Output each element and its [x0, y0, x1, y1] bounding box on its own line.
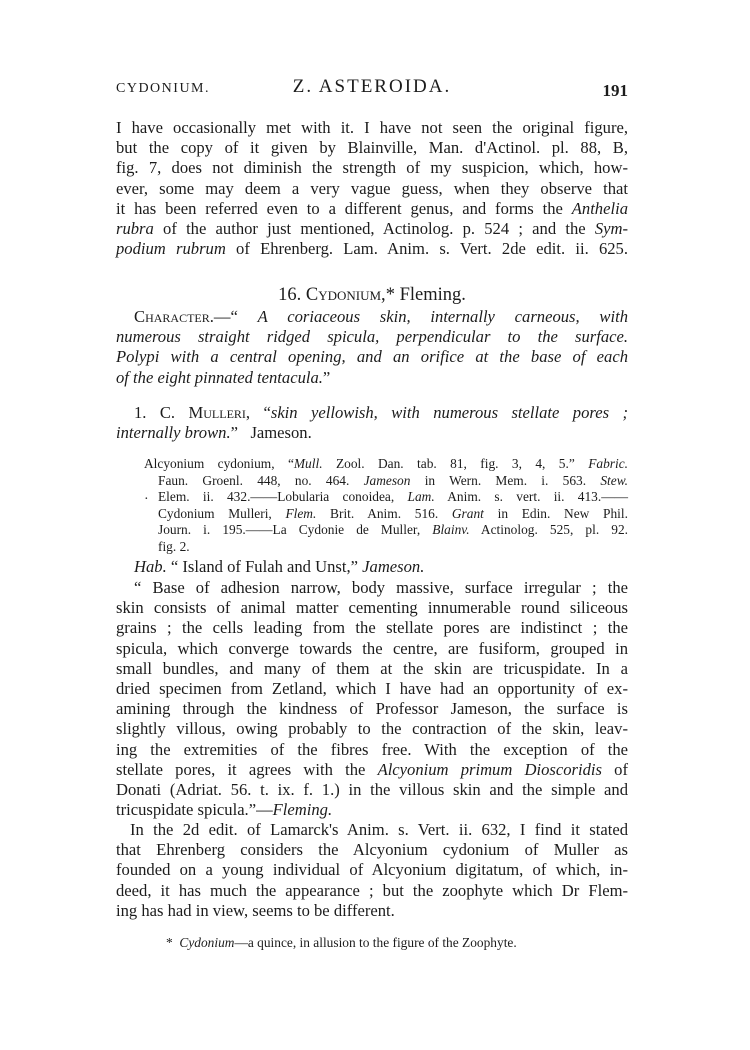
genus-heading: 16. Cydonium,* Fleming.: [278, 285, 466, 305]
synonymy-line: Elem. ii. 432.——Lobularia conoidea, Lam. Anim. s. vert. ii. 413.——: [158, 489, 629, 505]
footnote-line: * Cydonium—a quince, in allusion to the figure of the Zoophyte.: [166, 935, 517, 950]
synonymy: [144, 456, 628, 556]
description-paragraph: [116, 578, 628, 820]
text-line: Character.—“ A coriaceous skin, internally carneous, with: [134, 307, 628, 326]
text-line: tricuspidate spicula.”—Fleming.: [116, 800, 333, 820]
running-head-genus: CYDONIUM.: [116, 81, 210, 96]
text-line: skin consists of animal matter cementing innumerable round siliceous: [116, 598, 628, 618]
running-head: [116, 76, 628, 102]
stray-mark: ·: [144, 492, 149, 507]
text-line: that Ehrenberg considers the Alcyonium cydonium of Muller as: [116, 840, 628, 860]
footnote: [166, 935, 606, 952]
text-line: stellate pores, it agrees with the Alcyonium primum Dioscoridis of: [116, 759, 628, 779]
text-line: ing has had in view, seems to be different.: [116, 900, 395, 920]
footnote-reference: *: [385, 285, 395, 305]
character-block: [116, 307, 628, 388]
text-line: founded on a young individual of Alcyonium digitatum, of which, in-: [116, 860, 628, 880]
text-line: slightly villous, owing probably to the contraction of the skin, leav-: [116, 719, 628, 739]
text-line: ing the extremities of the fibres free. With the exception of the: [116, 739, 628, 759]
text-line: deed, it has much the appearance ; but the zoophyte which Dr Flem-: [116, 880, 628, 900]
text-line: Hab. “ Island of Fulah and Unst,” Jameson.: [134, 557, 425, 576]
habitat: [116, 557, 628, 577]
text-line: Polypi with a central opening, and an orifice at the base of each: [116, 347, 628, 367]
species-heading: [116, 403, 628, 443]
text-line: small bundles, and many of them at the skin are tricuspidate. In a: [116, 658, 628, 678]
text-line: rubra of the author just mentioned, Actinolog. p. 524 ; and the Sym-: [116, 218, 628, 238]
text-line: Donati (Adriat. 56. t. ix. f. 1.) in the villous skin and the simple and: [116, 779, 628, 799]
text-line: amining through the kindness of Professor Jameson, the surface is: [116, 699, 628, 719]
text-line: fig. 7, does not diminish the strength of my suspicion, which, how-: [116, 158, 628, 178]
text-line: it has been referred even to a different genus, and forms the Anthelia: [116, 198, 628, 218]
text-line: I have occasionally met with it. I have not seen the original figure,: [116, 118, 628, 137]
synonymy-line: Faun. Groenl. 448, no. 464. Jameson in Wern. Mem. i. 563. Stew.: [158, 472, 628, 488]
text-line: grains ; the cells leading from the stellate pores are indistinct ; the: [116, 618, 628, 638]
text-line: spicula, which converge towards the centre, are fusiform, grouped in: [116, 638, 628, 658]
text-line: of the eight pinnated tentacula.”: [116, 367, 331, 387]
text-line: dried specimen from Zetland, which I have had an opportunity of ex-: [116, 678, 628, 698]
text-line: In the 2d edit. of Lamarck's Anim. s. Vert. ii. 632, I find it stated: [130, 820, 628, 839]
page-number: 191: [602, 81, 628, 100]
text-line: podium rubrum of Ehrenberg. Lam. Anim. s. Vert. 2de edit. ii. 625.: [116, 239, 628, 259]
lamarck-paragraph: [116, 820, 628, 921]
synonymy-line: Alcyonium cydonium, “Mull. Zool. Dan. tab. 81, fig. 3, 4, 5.” Fabric.: [144, 456, 628, 471]
top-paragraph: [116, 118, 628, 259]
synonymy-line: fig. 2.: [158, 538, 190, 554]
text-line: internally brown.” Jameson.: [116, 423, 312, 443]
running-head-section: Z. ASTEROIDA.: [292, 76, 452, 97]
text-line: “ Base of adhesion narrow, body massive, surface irregular ; the: [134, 578, 628, 597]
synonymy-line: Cydonium Mulleri, Flem. Brit. Anim. 516. Grant in Edin. New Phil.: [158, 505, 628, 521]
text-line: 1. C. Mulleri, “skin yellowish, with numerous stellate pores ;: [134, 403, 629, 422]
synonymy-line: Journ. i. 195.——La Cydonie de Muller, Blainv. Actinolog. 525, pl. 92.: [158, 522, 628, 538]
text-line: ever, some may deem a very vague guess, when they observe that: [116, 178, 628, 198]
footnote-mark: *: [166, 935, 173, 950]
text-line: numerous straight ridged spicula, perpendicular to the surface.: [116, 327, 628, 347]
text-line: but the copy of it given by Blainville, Man. d'Actinol. pl. 88, B,: [116, 138, 628, 158]
